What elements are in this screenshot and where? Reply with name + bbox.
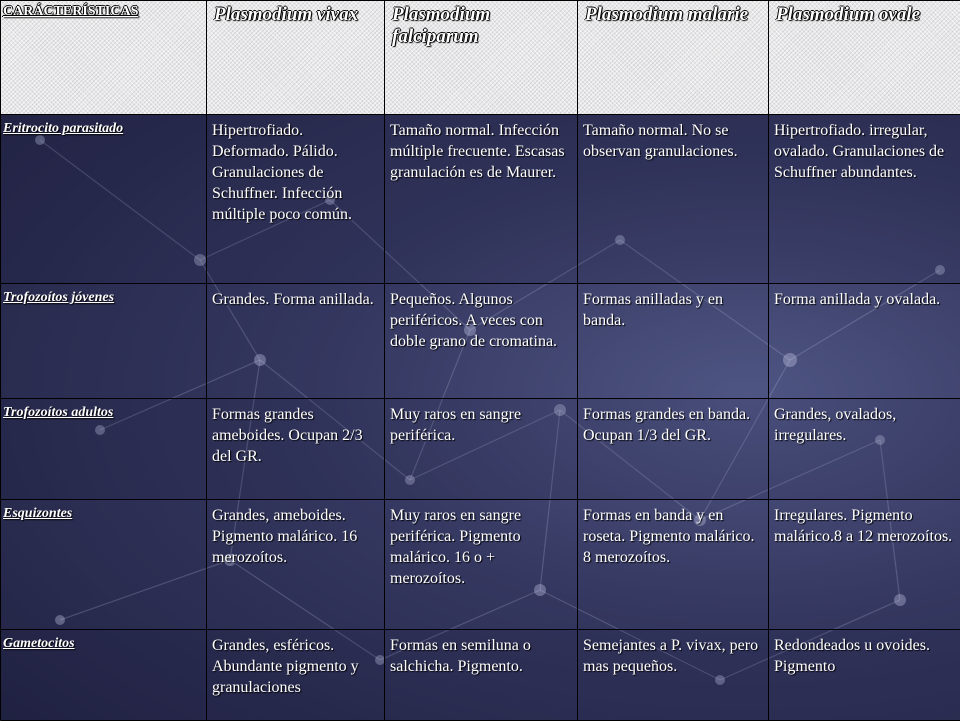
table-cell: Pequeños. Algunos periféricos. A veces con doble grano de cromatina. xyxy=(385,284,578,399)
table-cell: Grandes, ovalados, irregulares. xyxy=(769,399,960,500)
table-cell: Formas grandes en banda. Ocupan 1/3 del GR. xyxy=(578,399,769,500)
header-caracteristicas: CARÁCTERÍSTICAS xyxy=(1,1,207,115)
table-cell: Tamaño normal. Infección múltiple frecuente. Escasas granulación es de Maurer. xyxy=(385,115,578,284)
table-cell: Grandes, esféricos. Abundante pigmento y granulaciones xyxy=(207,630,385,721)
row-label-trofozoitos-adultos: Trofozoítos adultos xyxy=(1,399,207,500)
row-label-trofozoitos-jovenes: Trofozoítos jóvenes xyxy=(1,284,207,399)
table-cell: Hipertrofiado. irregular, ovalado. Granulaciones de Schuffner abundantes. xyxy=(769,115,960,284)
table-cell: Grandes, ameboides. Pigmento malárico. 16 merozoítos. xyxy=(207,500,385,630)
table-cell: Tamaño normal. No se observan granulaciones. xyxy=(578,115,769,284)
row-label-gametocitos: Gametocitos xyxy=(1,630,207,721)
row-label-eritrocito: Eritrocito parasitado xyxy=(1,115,207,284)
table-cell: Muy raros en sangre periférica. Pigmento malárico. 16 o + merozoítos. xyxy=(385,500,578,630)
table-cell: Formas grandes ameboides. Ocupan 2/3 del GR. xyxy=(207,399,385,500)
table-cell: Grandes. Forma anillada. xyxy=(207,284,385,399)
table-cell: Formas en semiluna o salchicha. Pigmento. xyxy=(385,630,578,721)
table-cell: Redondeados u ovoides. Pigmento xyxy=(769,630,960,721)
table-cell: Irregulares. Pigmento malárico.8 a 12 merozoítos. xyxy=(769,500,960,630)
table-cell: Muy raros en sangre periférica. xyxy=(385,399,578,500)
table-cell: Hipertrofiado. Deformado. Pálido. Granulaciones de Schuffner. Infección múltiple poco común. xyxy=(207,115,385,284)
table-cell: Formas anilladas y en banda. xyxy=(578,284,769,399)
row-label-esquizontes: Esquizontes xyxy=(1,500,207,630)
table-cell: Semejantes a P. vivax, pero mas pequeños. xyxy=(578,630,769,721)
header-plasmodium-malarie: Plasmodium malarie xyxy=(578,1,769,115)
header-plasmodium-vivax: Plasmodium vivax xyxy=(207,1,385,115)
table-cell: Forma anillada y ovalada. xyxy=(769,284,960,399)
table-cell: Formas en banda y en roseta. Pigmento malárico. 8 merozoítos. xyxy=(578,500,769,630)
header-plasmodium-falciparum: Plasmodium falciparum xyxy=(385,1,578,115)
header-plasmodium-ovale: Plasmodium ovale xyxy=(769,1,960,115)
